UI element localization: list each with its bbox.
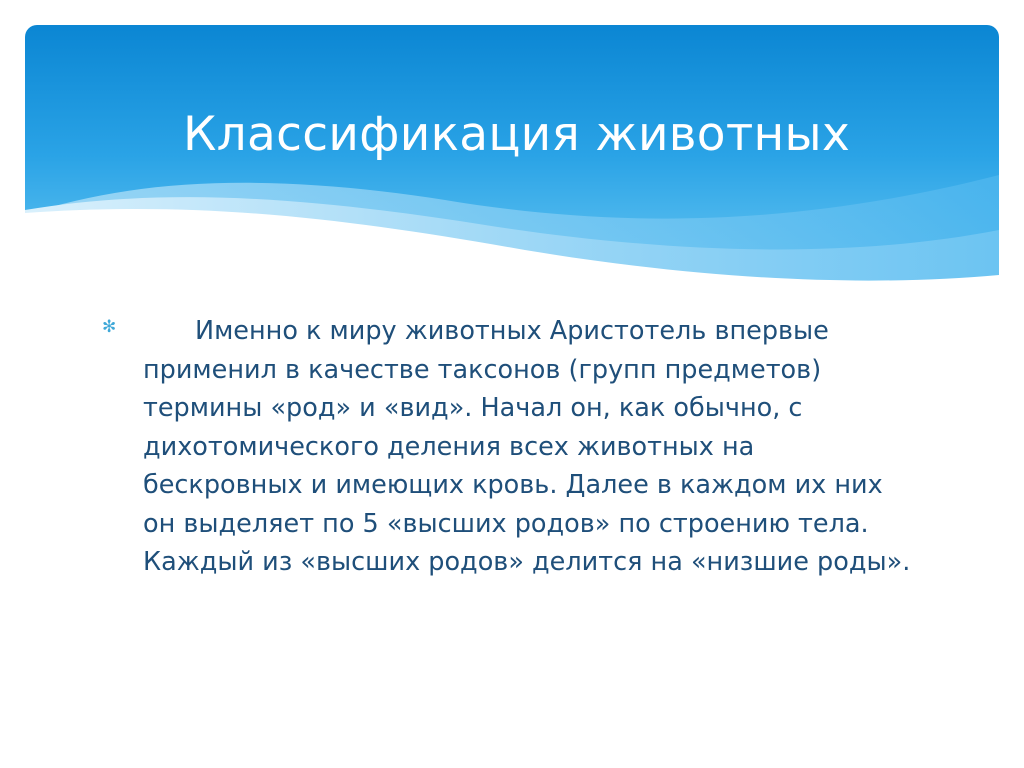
title-banner bbox=[25, 25, 999, 315]
bullet-item bbox=[100, 312, 920, 582]
slide-body bbox=[100, 312, 920, 582]
asterisk-bullet-icon: ✻ bbox=[102, 317, 117, 337]
slide-title: Классификация животных bbox=[183, 107, 851, 162]
bullet-text: Именно к миру животных Аристотель впервые применил в качестве таксонов (групп предметов) термины «род» и «вид». Начал он, как обычно, с дихотомического деления всех животных на бескровных и имеющих кровь. Далее в каждом их них он выделяет по 5 «высших родов» по строению тела. Каждый из «высших родов» делится на «низшие роды». bbox=[143, 316, 911, 577]
wave-background bbox=[25, 25, 999, 315]
